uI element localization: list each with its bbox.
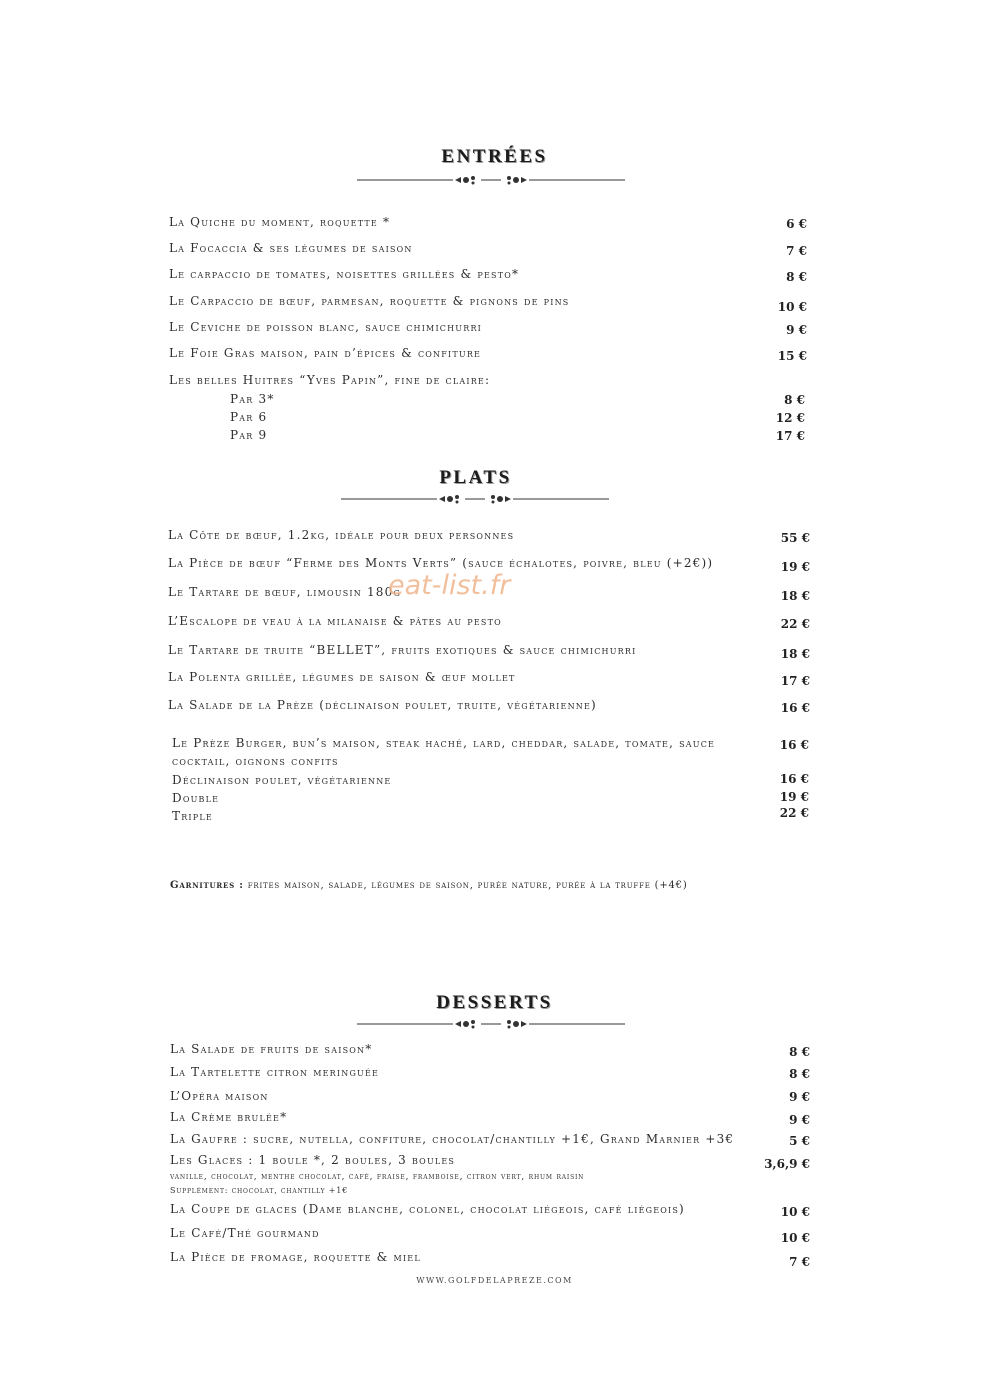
menu-price: 6 €	[786, 217, 807, 231]
menu-item: La Côte de bœuf, 1.2kg, idéale pour deux personnes	[168, 528, 515, 542]
menu-price: 10 €	[780, 1231, 810, 1245]
menu-subitem: Par 6	[230, 410, 268, 424]
menu-item: La Tartelette citron meringuée	[170, 1065, 380, 1079]
burger-variant: Double	[172, 791, 220, 805]
burger-variant: Triple	[172, 809, 213, 823]
menu-price: 9 €	[789, 1090, 810, 1104]
menu-price: 22 €	[780, 617, 810, 631]
menu-price: 12 €	[775, 411, 805, 425]
menu-item: Le Foie Gras maison, pain d’épices & confiture	[169, 346, 482, 360]
menu-price: 22 €	[779, 806, 809, 820]
menu-item: Le Carpaccio de bœuf, parmesan, roquette & pignons de pins	[169, 294, 570, 308]
glaces-supplement: Supplément: chocolat, chantilly +1€	[170, 1186, 349, 1195]
garnitures-label: Garnitures :	[170, 880, 244, 891]
menu-item: La Salade de la Prèze (déclinaison poulet, truite, végétarienne)	[168, 698, 597, 712]
menu-price: 8 €	[789, 1067, 810, 1081]
menu-price: 7 €	[789, 1255, 810, 1269]
menu-item: Le Tartare de truite “BELLET”, fruits exotiques & sauce chimichurri	[168, 643, 637, 657]
menu-price: 16 €	[780, 701, 810, 715]
menu-price: 9 €	[786, 323, 807, 337]
menu-item: La Quiche du moment, roquette *	[169, 215, 391, 229]
watermark: eat-list.fr	[388, 570, 511, 601]
ornament-divider	[341, 492, 609, 506]
menu-item: La Focaccia & ses légumes de saison	[169, 241, 413, 255]
menu-price: 10 €	[777, 300, 807, 314]
menu-price: 17 €	[775, 429, 805, 443]
menu-price: 9 €	[789, 1113, 810, 1127]
menu-item: La Pièce de bœuf “Ferme des Monts Verts” (sauce échalotes, poivre, bleu (+2€))	[168, 556, 714, 570]
menu-price: 18 €	[780, 647, 810, 661]
menu-price: 17 €	[780, 674, 810, 688]
menu-price: 19 €	[780, 560, 810, 574]
menu-price: 7 €	[786, 244, 807, 258]
menu-item: La Salade de fruits de saison*	[170, 1042, 373, 1056]
menu-item: Le Ceviche de poisson blanc, sauce chimichurri	[169, 320, 483, 334]
burger-line2: cocktail, oignons confits	[172, 754, 339, 768]
menu-price: 3,6,9 €	[764, 1157, 810, 1171]
menu-price: 16 €	[779, 772, 809, 786]
entrees-title: ENTRÉES	[441, 146, 548, 167]
plats-title: PLATS	[439, 467, 512, 488]
menu-subitem: Par 9	[230, 428, 268, 442]
menu-item: La Polenta grillée, légumes de saison & œuf mollet	[168, 670, 516, 684]
glaces-flavours: vanille, chocolat, menthe chocolat, café, fraise, framboise, citron vert, rhum raisin	[170, 1172, 585, 1182]
menu-subitem: Par 3*	[230, 392, 275, 406]
menu-item: Le Tartare de bœuf, limousin 180g	[168, 585, 402, 599]
menu-item: Le Café/Thé gourmand	[170, 1226, 320, 1240]
menu-price: 5 €	[789, 1134, 810, 1148]
menu-item: La Crème brulée*	[170, 1110, 288, 1124]
menu-price: 8 €	[786, 270, 807, 284]
menu-price: 19 €	[779, 790, 809, 804]
burger-line1: Le Prèze Burger, bun’s maison, steak haché, lard, cheddar, salade, tomate, sauce	[172, 736, 716, 750]
ornament-divider	[357, 1017, 625, 1031]
menu-item: La Coupe de glaces (Dame blanche, colonel, chocolat liégeois, café liégeois)	[170, 1202, 685, 1216]
menu-price: 15 €	[777, 349, 807, 363]
footer-url: WWW.GOLFDELAPREZE.COM	[416, 1276, 573, 1285]
burger-variant: Déclinaison poulet, végétarienne	[172, 773, 392, 787]
menu-price: 18 €	[780, 589, 810, 603]
menu-price: 10 €	[780, 1205, 810, 1219]
desserts-title: DESSERTS	[436, 992, 553, 1013]
menu-price: 55 €	[780, 531, 810, 545]
menu-item: La Pièce de fromage, roquette & miel	[170, 1250, 421, 1264]
menu-price: 16 €	[779, 738, 809, 752]
ornament-divider	[357, 173, 625, 187]
menu-price: 8 €	[789, 1045, 810, 1059]
menu-item: L’Opéra maison	[170, 1089, 269, 1103]
menu-item: Le carpaccio de tomates, noisettes grillées & pesto*	[169, 267, 520, 281]
menu-item: Les Glaces : 1 boule *, 2 boules, 3 boules	[170, 1153, 456, 1167]
menu-item: L’Escalope de veau à la milanaise & pâtes au pesto	[168, 614, 502, 628]
menu-item: La Gaufre : sucre, nutella, confiture, chocolat/chantilly +1€, Grand Marnier +3€	[170, 1132, 735, 1146]
garnitures-text: frites maison, salade, légumes de saison, purée nature, purée à la truffe (+4€)	[247, 880, 688, 891]
menu-item: Les belles Huitres “Yves Papin”, fine de claire:	[169, 373, 491, 387]
garnitures	[170, 880, 688, 891]
menu-price: 8 €	[784, 393, 805, 407]
